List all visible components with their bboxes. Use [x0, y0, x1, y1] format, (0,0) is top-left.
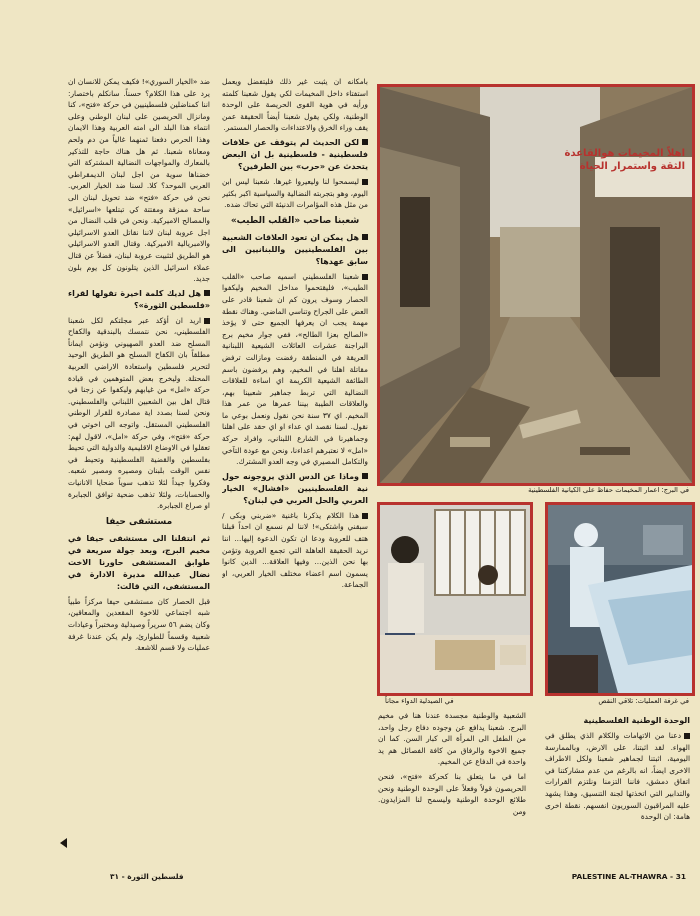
paragraph: قبل الحصار كان مستشفى حيفا مركزاً طبياً شبه اجتماعي للاخوة المقعدين والمعاقين، وكان يضم ٥٦ سريراً وصيدلية ومختبراً وعيادات شعبية وقسماً للطوارئ، ولم يكن عندنا غرفة عمليات ولا قسم للاشعة. [68, 596, 210, 653]
paragraph: الشعبية والوطنية مجسدة عندنا هنا في مخيم البرج. شعبنا يدافع عن وجوده دفاع رجل واحد، من الطفل الى المرأة الى كبار السن. كما ان جميع الاخوة والرفاق من كافة الفصائل هم يد واحدة في الدفاع عن المخيم. [378, 711, 526, 767]
bullet-icon [362, 179, 368, 185]
answer: ليسمحوا لنا وليعيروا غيرها. شعبنا ليس ابن اليوم، وهو بتجربته النضالية والسياسية اكبر بكثير من مثل هذه المؤامرات الدنيئة التي تحاك ضده. [222, 176, 368, 210]
answer: شعبنا الفلسطيني اسميه صاحب «القلب الطيب»، فليقتحموا مداخل المخيم وليكفوا الحصار وسوف يرون كم ان شعبنا قادر على العض على الجراح وتناسي الماضي. وهناك نقطة مهمة يجب ان يعرفها الجميع حتى لا يؤخذ «الصالح بعزا الطالح»، ففي جوار مخيم برج البراجنة عشرات العائلات الشيعية اللبنانية العريقة في المنطقة رفضت ومازالت ترفض مقاتلة اهلنا في المخيم، وهم يرفضون باسم الطائفة الشيعية الكريمة اي اساءة للعلاقات النضالية التي تربط جماهير شعبينا بهم، والعلاقات الطيبة بيننا عمرها من عمر هذا المخيم. اي ٣٧ سنة نحن نقول ونعمل بوعي ما نقول. لسنا نقصد اي عداء او اي حقد على اهلنا وجماهيرنا في الشارع اللبناني، وافراد حركة «امل» لا نعتبرهم اعداءنا، ونحن مع عودة التآخي والتكامل المصيري في وجه العدو المشترك. [222, 271, 368, 467]
camp-alley-photo [377, 84, 695, 486]
photo-banner [560, 147, 685, 173]
bullet-icon [204, 290, 210, 296]
question: لكن الحديث لم يتوقف عن خلافات فلسطينية - فلسطينية بل ان البعض يتحدث عن «حرب» بين الطرفين؟ [222, 137, 368, 171]
operation-room-illustration [548, 505, 692, 693]
text-column-bottom-right [545, 712, 690, 858]
question: هل لديك كلمة اخيرة تقولها لقراء «فلسطين الثورة»؟ [68, 288, 210, 310]
answer: هذا الكلام يذكرنا باغنية «ضربني وبكى / سبقني واشتكى»! لاننا لم نسمع ان احداً قبلنا هتف للعروبة ودعا ان تكون الدعوة إليها... اننا نريد الحقيقة العاهلة التي تجمع العروبة وتؤمن بها نحن الذين... وفيها العلاقة... الدين كانوا يسمون اسم اعضاء مختلف الخيار العربي، او الجماعة. [222, 510, 368, 590]
section-heading: شعبنا صاحب «القلب الطيب» [230, 215, 360, 226]
paragraph: ضد «الخيار السوري»! فكيف يمكن للانسان ان يرد على هذا الكلام؟ حسناً. سانكلم باختصار: اننا كمناضلين فلسطينيين في حركة «فتح»، كنا ومانزال الحريصين على لبنان الوطني وعلى انتماء هذا البلد الى امته العربية وهذا الايمان وهذا الحرص دفعنا ثمنهما غالياً من دم ولحم ومعاناة شعبنا. ثم هل هناك حاجة للتذكير بالمعارك والمواجهات النضالية المشتركة التي خضناها سوية من اجل لبنان الديمقراطي العربي الموحد؟ كلا. لسنا ضد الخيار العربي. نحن في حركة «فتح» ضد تحويل لبنان الى ساحة ممزقة ومفتتة كي تبتلعها «اسرائيل» والمصالح الاميركية. ونحن في قلب النضال من اجل عروبة لبنان لاننا نقاتل العدو الاسرائيلي والامبريالية الاميركية. وقتال العدو الاسرائيلي هو الطريق لتثبيت عروبة لبنان، فضلاً عن قتال عملاء اسرائيل الذين يتلونون كل يوم بلون جديد. [68, 77, 210, 284]
question: وماذا عن الدس الذي يروجونه حول نية الفلسطينيين «افشال» الخيار العربي والحل العربي في لبنان؟ [222, 471, 368, 505]
text-column-middle [222, 76, 368, 850]
bullet-icon [362, 473, 368, 479]
footer-page-number-right: PALESTINE AL-THAWRA - 31 [571, 872, 686, 881]
banner-line-2: الثقة واستمرار الحياة [579, 161, 685, 172]
bullet-icon [204, 318, 210, 324]
question: هل يمكن ان تعود العلاقات الشعبية بين الفلسطينيين واللبنانيين الى سابق عهدها؟ [222, 232, 368, 266]
bullet-icon [362, 139, 368, 145]
continue-arrow-icon [60, 838, 67, 848]
section-heading: مستشفى حيفا [105, 516, 173, 527]
text-column-left [68, 76, 210, 850]
pharmacy-illustration [380, 505, 530, 693]
pharmacy-photo-caption: في الصيدلية الدواء مجاناً [385, 697, 454, 705]
intro-paragraph: ثم انتقلنا الى مستشفى حيفا في مخيم البرج، وبعد جولة سريعة في طوابق المستشفى حاورنا الاخت نضال عبدالله مديرة الادارة في المستشفى، التي قالت: [68, 533, 210, 591]
paragraph: اما في ما يتعلق بنا كحركة «فتح»، فنحن الحريصون قولاً وفعلاً على الوحدة الوطنية ونحن طلائع الوحدة الوطنية وليسمح لنا المزايدون. ومن [378, 771, 526, 816]
paragraph: دعنا من الاتهامات والكلام الذي يطلق في الهواء. لقد اثبتنا، على الارض، وبالممارسة اليومية، اثبتنا لجماهير شعبنا ولكل الاطراف الاخرى ايضاً، انه بالرغم من عدم مشاركتنا في اتفاق دمشق، فاننا التزمنا ونلتزم القرارات والتدابير التي اتخذتها لجنة التنسيق، وهذا يشهد عليه المراقبون السوريون انفسهم. نقطة اخرى هامة: ان الوحدة [545, 731, 690, 822]
bullet-icon [684, 733, 690, 739]
section-heading: الوحدة الوطنية الفلسطينية [583, 716, 690, 725]
bullet-icon [362, 234, 368, 240]
main-photo-caption: في البرج: اعمار المخيمات حفاظ على الكيانية الفلسطينية [528, 486, 689, 494]
operation-photo-caption: في غرفة العمليات: تلاقي النقص [598, 697, 689, 705]
banner-line-1: اهلاً المخيمات هوالقاعدة [564, 148, 685, 159]
pharmacy-photo [377, 502, 533, 696]
operation-room-photo [545, 502, 695, 696]
answer: اريد ان أؤكد عبر مجلتكم لكل شعبنا الفلسطيني، نحن نتمسك بالبندقية والكفاح المسلح ضد العدو الصهيوني ونؤمن ايماناً مطلقاً بان الكفاح المسلح هو الطريق الوحيد لتحرير فلسطين واستعادة الاراضي العربية المحتلة. وليخرج بعض المتوهمين في قيادة حركة «امل» من غيابهم وليكفوا عن زجنا في قتال اهل بين الشعبين اللبناني والفلسطيني. ونحن لسنا بصدد اية مصادرة للقرار الوطني الفلسطيني المستقل. واتوجه الى اخوتي في حركة «فتح»، وفي حركة «امل»، لاقول لهم: تعقلوا في الاوضاع الاقليمية والدولية التي تحيط بفلسطين والقضية الفلسطينية وتحيط في نفس الوقت بلبنان ومصيره ومصير شعبه. وفكروا جيداً لئلا تذهب سوياً ضحايا الانانيات والحسابات، ولئلا تذهب ضحية توافق الجبابرة او صراع الجبابرة. [68, 315, 210, 511]
bullet-icon [362, 513, 368, 519]
footer-page-number-left: فلسطين الثورة - ٣١ [110, 872, 184, 881]
bullet-icon [362, 274, 368, 280]
text-column-bottom-middle [378, 710, 526, 858]
paragraph: بامكانه ان يثبت غير ذلك فليتفضل ويعمل استفتاء داخل المخيمات لكي يقول شعبنا كلمته ورأيه في هوية القوى الحريصة على الوحدة الوطنية، ولكي يقول شعبنا أيضاً الحقيقة عمن يقف وراء الخرق والاعتداءات والحصار المستمر. [222, 77, 368, 133]
